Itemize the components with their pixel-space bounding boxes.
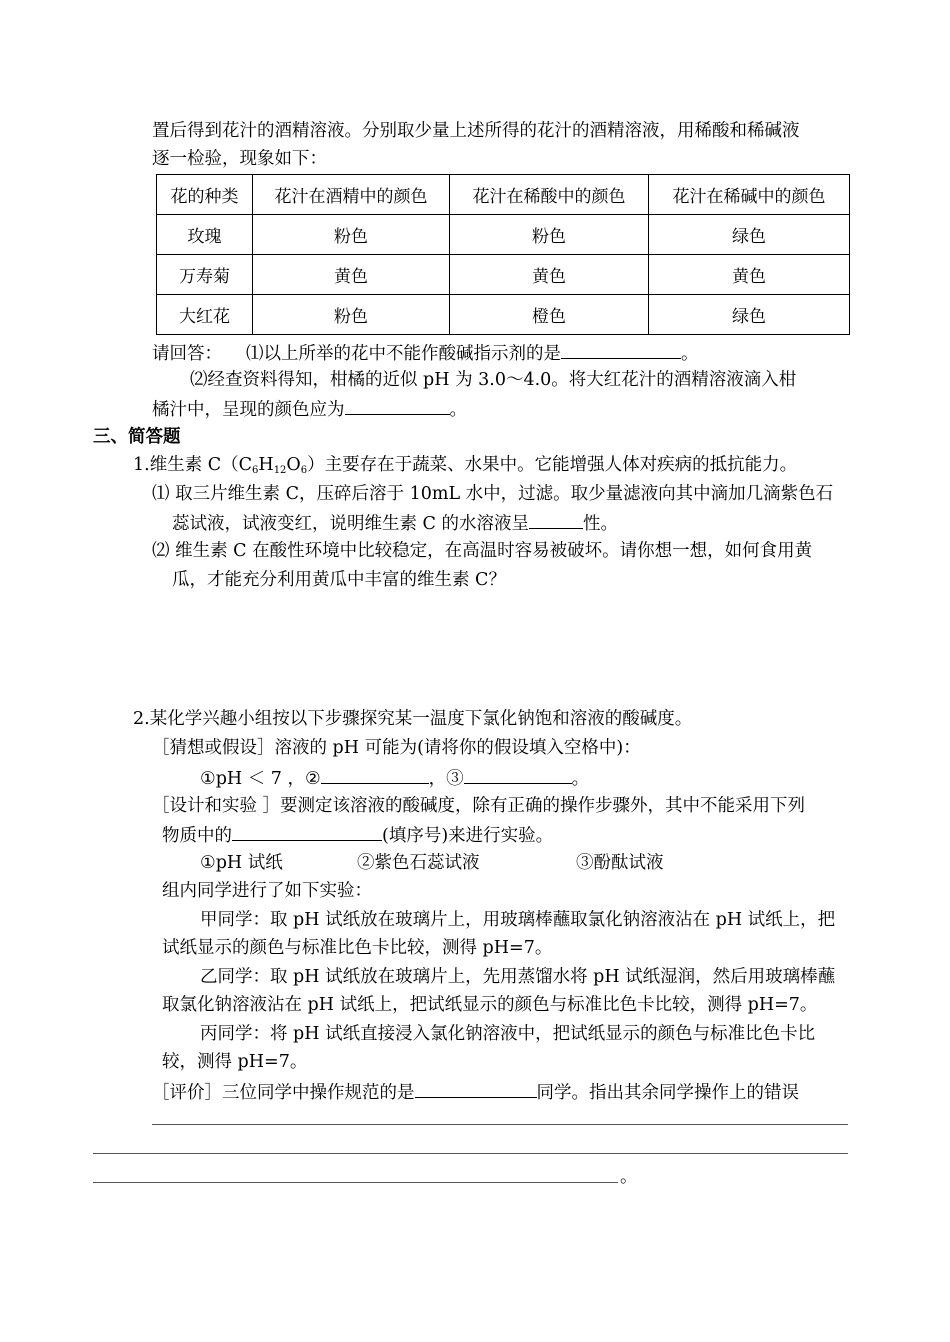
student-yi-line-1: 乙同学：取 pH 试纸放在玻璃片上，先用蒸馏水将 pH 试纸湿润，然后用玻璃棒蘸 [200, 967, 836, 987]
intro-line-2: 逐一检验，现象如下： [152, 149, 327, 169]
table-cell: 粉色 [253, 295, 450, 335]
hypothesis-line: ［猜想或假设］溶液的 pH 可能为(请将你的假设填入空格中)： [152, 738, 641, 758]
answer-blank[interactable] [464, 766, 572, 784]
final-period: 。 [620, 1167, 638, 1187]
table-cell: 橙色 [450, 295, 649, 335]
design-line-2: 物质中的 (填序号)来进行实验。 [162, 823, 553, 847]
table-header-cell: 花汁在稀碱中的颜色 [649, 175, 850, 215]
student-bing-line-2: 较，测得 pH=7。 [162, 1052, 308, 1072]
problem-1-step-1-line-2: 蕊试液，试液变红，说明维生素 C 的水溶液呈 性。 [172, 511, 618, 535]
problem-1-step-2-line-1: ⑵ 维生素 C 在酸性环境中比较稳定，在高温时容易被破坏。请你想一想，如何食用黄 [152, 541, 813, 561]
answer-blank[interactable] [345, 397, 450, 415]
problem-1-step-1-line-1: ⑴ 取三片维生素 C，压碎后溶于 10mL 水中，过滤。取少量滤液向其中滴加几滴紫色石 [152, 484, 834, 504]
design-line-1: ［设计和实验 ］要测定该溶液的酸碱度，除有正确的操作步骤外，其中不能采用下列 [152, 796, 806, 816]
student-bing-line-1: 丙同学：将 pH 试纸直接浸入氯化钠溶液中，把试纸显示的颜色与标准比色卡比 [200, 1024, 816, 1044]
table-cell: 黄色 [649, 255, 850, 295]
question-2-line-1: ⑵经查资料得知，柑橘的近似 pH 为 3.0～4.0。将大红花汁的酒精溶液滴入柑 [190, 370, 797, 390]
problem-2-intro: 2.某化学兴趣小组按以下步骤探究某一温度下氯化钠饱和溶液的酸碱度。 [133, 709, 693, 729]
table-cell: 黄色 [450, 255, 649, 295]
answer-blank[interactable] [232, 823, 382, 841]
answer-line[interactable] [93, 1153, 848, 1154]
student-jia-line-2: 试纸显示的颜色与标准比色卡比较，测得 pH=7。 [162, 938, 553, 958]
answer-blank[interactable] [561, 341, 681, 359]
section-title: 三、简答题 [93, 427, 181, 447]
table-header-row [157, 175, 850, 215]
table-cell: 绿色 [649, 215, 850, 255]
design-option-1: ①pH 试纸 [200, 853, 283, 873]
table-cell: 大红花 [157, 295, 253, 335]
design-option-2: ②紫色石蕊试液 [357, 853, 480, 873]
problem-1-intro: 1.维生素 $C(C_6H_{12}O_6)$主要存在于蔬菜、水果中。它能增强人体对疾病的抵抗能力。 [133, 455, 798, 476]
answer-blank[interactable] [529, 511, 583, 529]
answer-blank[interactable] [415, 1080, 537, 1098]
answer-line[interactable] [152, 1124, 848, 1125]
table-header-cell: 花汁在稀酸中的颜色 [450, 175, 649, 215]
evaluation-line: ［评价］三位同学中操作规范的是 同学。指出其余同学操作上的错误 [152, 1080, 799, 1104]
answer-blank[interactable] [321, 766, 429, 784]
question-2-line-2: 橘汁中，呈现的颜色应为 。 [152, 397, 467, 421]
problem-1-step-2-line-2: 瓜，才能充分利用黄瓜中丰富的维生素 C？ [172, 570, 506, 590]
group-intro: 组内同学进行了如下实验： [162, 881, 372, 901]
question-1: 请回答： ⑴以上所举的花中不能作酸碱指示剂的是 。 [152, 341, 699, 365]
table-cell: 黄色 [253, 255, 450, 295]
answer-prefix: 请回答： [152, 344, 222, 364]
student-yi-line-2: 取氯化钠溶液沾在 pH 试纸上，把试纸显示的颜色与标准比色卡比较，测得 pH=7。 [162, 995, 818, 1015]
table-cell: 玫瑰 [157, 215, 253, 255]
table-row [157, 215, 850, 255]
table-cell: 粉色 [450, 215, 649, 255]
table-header-cell: 花汁在酒精中的颜色 [253, 175, 450, 215]
answer-line[interactable] [93, 1182, 618, 1183]
table-cell: 绿色 [649, 295, 850, 335]
table-row [157, 295, 850, 335]
intro-line-1: 置后得到花汁的酒精溶液。分别取少量上述所得的花汁的酒精溶液，用稀酸和稀碱液 [152, 121, 800, 141]
design-option-3: ③酚酞试液 [576, 853, 664, 873]
table-row [157, 255, 850, 295]
table-cell: 万寿菊 [157, 255, 253, 295]
hypothesis-options: ①pH ＜ 7 ，② ，③ 。 [200, 766, 589, 790]
table-cell: 粉色 [253, 215, 450, 255]
table-header-cell: 花的种类 [157, 175, 253, 215]
student-jia-line-1: 甲同学：取 pH 试纸放在玻璃片上，用玻璃棒蘸取氯化钠溶液沾在 pH 试纸上，把 [200, 910, 836, 930]
flower-color-table [156, 174, 850, 335]
